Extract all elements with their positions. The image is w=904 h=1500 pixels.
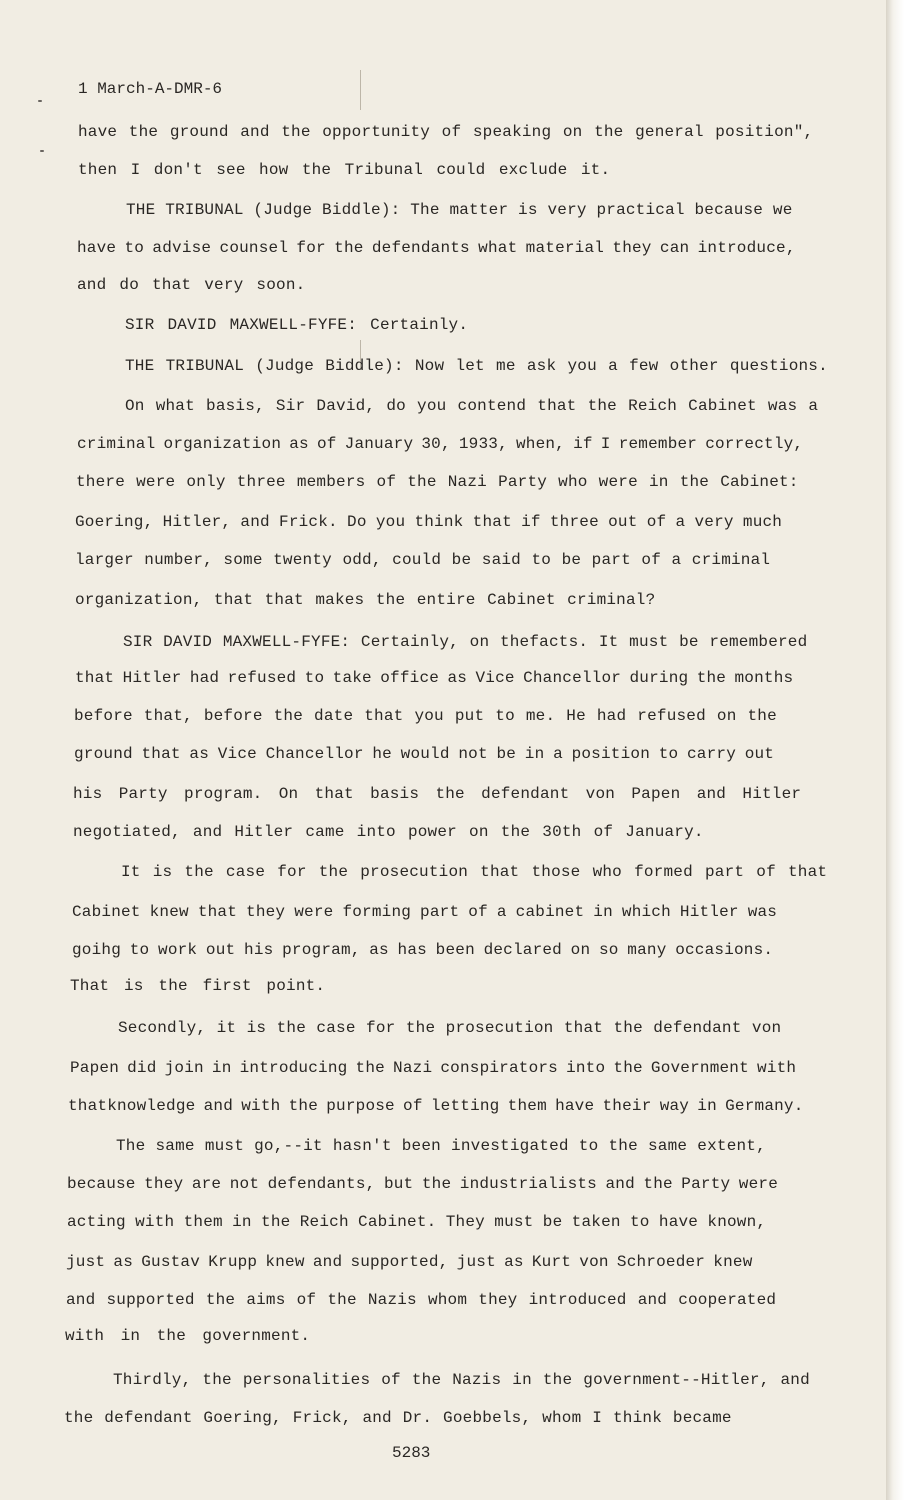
text-line: have the ground and the opportunity of speaking on the general position", <box>78 123 814 141</box>
text-line: then I don't see how the Tribunal could exclude it. <box>78 161 611 179</box>
text-line: It is the case for the prosecution that those who formed part of that <box>121 863 828 881</box>
text-line: acting with them in the Reich Cabinet. They must be taken to have known, <box>67 1213 767 1231</box>
document-header: 1 March-A-DMR-6 <box>78 80 223 98</box>
text-line: have to advise counsel for the defendants what material they can introduce, <box>77 239 796 257</box>
text-line: THE TRIBUNAL (Judge Biddle): The matter is very practical because we <box>126 201 793 219</box>
text-line: there were only three members of the Nazi Party who were in the Cabinet: <box>76 473 799 491</box>
text-line: SIR DAVID MAXWELL-FYFE: Certainly. <box>125 316 469 334</box>
text-line: goihg to work out his program, as has been declared on so many occasions. <box>72 941 774 959</box>
text-line: and supported the aims of the Nazis whom they introduced and cooperated <box>66 1291 777 1309</box>
text-line: his Party program. On that basis the defendant von Papen and Hitler <box>73 785 802 803</box>
text-line: criminal organization as of January 30, 1933, when, if I remember correctly, <box>77 435 804 453</box>
text-line: On what basis, Sir David, do you contend that the Reich Cabinet was a <box>125 397 819 415</box>
margin-speck <box>40 150 44 152</box>
text-line: organization, that that makes the entire Cabinet criminal? <box>75 591 656 609</box>
text-line: with in the government. <box>65 1327 311 1345</box>
text-line: Cabinet knew that they were forming part of a cabinet in which Hitler was <box>72 903 778 921</box>
page-number: 5283 <box>392 1444 431 1462</box>
page-edge <box>886 0 904 1500</box>
text-line: negotiated, and Hitler came into power on the 30th of January. <box>73 823 704 841</box>
text-line: The same must go,--it hasn't been investigated to the same extent, <box>116 1137 766 1155</box>
text-line: Secondly, it is the case for the prosecution that the defendant von <box>118 1019 782 1037</box>
text-line: SIR DAVID MAXWELL-FYFE: Certainly, on thefacts. It must be remembered <box>123 633 808 651</box>
text-line: larger number, some twenty odd, could be said to be part of a criminal <box>75 551 771 569</box>
margin-speck <box>38 100 42 102</box>
text-line: That is the first point. <box>70 977 326 995</box>
fold-mark-top <box>360 70 361 110</box>
text-line: ground that as Vice Chancellor he would not be in a position to carry out <box>74 745 775 763</box>
text-line: Goering, Hitler, and Frick. Do you think that if three out of a very much <box>75 513 783 531</box>
text-line: and do that very soon. <box>77 276 306 294</box>
text-line: THE TRIBUNAL (Judge Biddle): Now let me ask you a few other questions. <box>125 357 828 375</box>
text-line: before that, before the date that you put to me. He had refused on the <box>74 707 777 725</box>
text-line: Thirdly, the personalities of the Nazis in the government--Hitler, and <box>113 1371 810 1389</box>
text-line: because they are not defendants, but the industrialists and the Party were <box>67 1175 779 1193</box>
text-line: that Hitler had refused to take office as Vice Chancellor during the months <box>75 669 794 687</box>
text-line: the defendant Goering, Frick, and Dr. Goebbels, whom I think became <box>64 1409 732 1427</box>
text-line: Papen did join in introducing the Nazi conspirators into the Government with <box>70 1059 797 1077</box>
text-line: thatknowledge and with the purpose of letting them have their way in Germany. <box>68 1097 804 1115</box>
text-line: just as Gustav Krupp knew and supported, just as Kurt von Schroeder knew <box>66 1253 753 1271</box>
